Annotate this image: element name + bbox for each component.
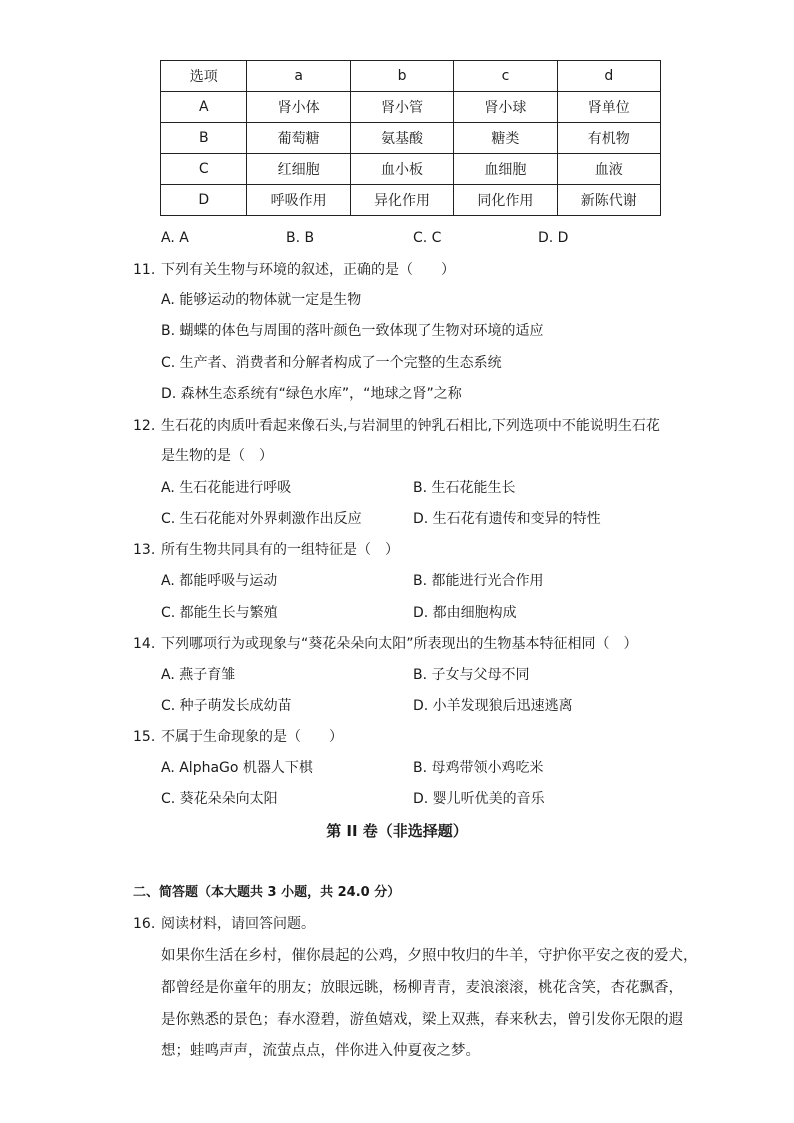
table-header-cell: d [557,61,660,92]
table-cell: B [161,123,247,154]
option-text: B. 生石花能生长 [413,480,516,496]
table-cell: 肾小管 [350,92,453,123]
option-text: D. 婴儿听优美的音乐 [413,791,545,807]
option-text: D. 生石花有遗传和变异的特性 [413,511,601,527]
question-stem: 下列哪项行为或现象与“葵花朵朵向太阳”所表现出的生物基本特征相同（ ） [161,636,638,652]
question-stem: 阅读材料，请回答问题。 [161,916,315,932]
section-title: 二、简答题（本大题共 3 小题，共 24.0 分） [133,885,401,900]
question-number: 16. [133,916,156,932]
table-cell: 同化作用 [454,185,557,216]
option-text: A. 能够运动的物体就一定是生物 [161,292,362,308]
table-row [161,92,661,123]
options-table [160,60,661,216]
question-number: 14. [133,636,156,652]
table-cell: 新陈代谢 [557,185,660,216]
option-text: A. 生石花能进行呼吸 [161,480,292,496]
table-cell: 红细胞 [247,154,350,185]
question-stem: 生石花的肉质叶看起来像石头,与岩洞里的钟乳石相比,下列选项中不能说明生石花 [161,418,660,434]
option-text: D. 都由细胞构成 [413,605,517,621]
option-text: D. 小羊发现狼后迅速逃离 [413,698,573,714]
question-number: 11. [133,262,156,278]
part-title: 第 II 卷（非选择题） [326,822,468,840]
table-cell: 呼吸作用 [247,185,350,216]
table-cell: 异化作用 [350,185,453,216]
table-cell: 有机物 [557,123,660,154]
question-stem: 不属于生命现象的是（ ） [161,729,343,745]
table-cell: 血小板 [350,154,453,185]
option-text: C. 都能生长与繁殖 [161,605,278,621]
table-cell: 肾小体 [247,92,350,123]
table-row [161,123,661,154]
table-cell: 氨基酸 [350,123,453,154]
option-text: A. AlphaGo 机器人下棋 [161,760,313,776]
option-text: B. 都能进行光合作用 [413,573,544,589]
table-cell: 血细胞 [454,154,557,185]
table-cell: 葡萄糖 [247,123,350,154]
question-number: 12. [133,418,156,434]
table-header-cell: a [247,61,350,92]
question-number: 15. [133,729,156,745]
table-header-row [161,61,661,92]
option-text: C. 生石花能对外界刺激作出反应 [161,511,362,527]
option-text: A. 都能呼吸与运动 [161,573,278,589]
option-text: B. 子女与父母不同 [413,667,530,683]
passage-line: 如果你生活在乡村，催你晨起的公鸡，夕照中牧归的牛羊，守护你平安之夜的爱犬， [161,948,698,964]
option-text: B. 母鸡带领小鸡吃米 [413,760,544,776]
table-row [161,154,661,185]
table-header-cell: 选项 [161,61,247,92]
question-number: 13. [133,542,156,558]
option-text: D. 森林生态系统有“绿色水库”，“地球之肾”之称 [161,386,462,402]
question-stem: 所有生物共同具有的一组特征是（ ） [161,542,399,558]
table-cell: 血液 [557,154,660,185]
option-text: C. 葵花朵朵向太阳 [161,791,278,807]
option-text: C. 种子萌发长成幼苗 [161,698,292,714]
table-header-cell: b [350,61,453,92]
table-row [161,185,661,216]
q10-option-b: B. B [286,230,315,246]
question-stem: 下列有关生物与环境的叙述，正确的是（ ） [161,262,455,278]
table-cell: 肾小球 [454,92,557,123]
q10-option-c: C. C [413,230,442,246]
table-cell: 糖类 [454,123,557,154]
option-text: B. 蝴蝶的体色与周围的落叶颜色一致体现了生物对环境的适应 [161,323,544,339]
q10-option-a: A. A [161,230,189,246]
option-text: C. 生产者、消费者和分解者构成了一个完整的生态系统 [161,355,502,371]
passage-line: 都曾经是你童年的朋友；放眼远眺，杨柳青青，麦浪滚滚，桃花含笑，杏花飘香， [161,980,683,996]
q10-option-d: D. D [538,230,569,246]
passage-line: 想；蛙鸣声声，流萤点点，伴你进入仲夏夜之梦。 [161,1043,480,1059]
table-header-cell: c [454,61,557,92]
table-cell: D [161,185,247,216]
table-cell: A [161,92,247,123]
table-cell: 肾单位 [557,92,660,123]
passage-line: 是你熟悉的景色；春水澄碧，游鱼嬉戏，梁上双燕，春来秋去，曾引发你无限的遐 [161,1012,683,1028]
question-stem: 是生物的是（ ） [161,448,273,464]
table-cell: C [161,154,247,185]
option-text: A. 燕子育雏 [161,667,236,683]
